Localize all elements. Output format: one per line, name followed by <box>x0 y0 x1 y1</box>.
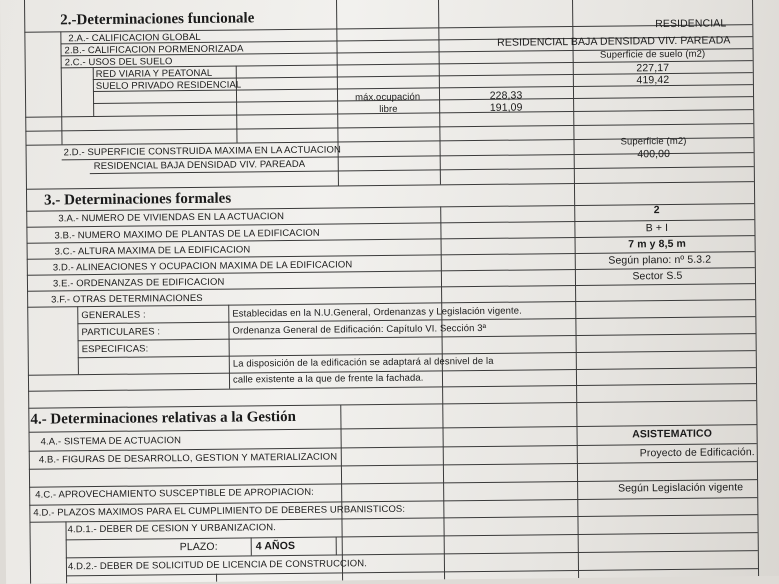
sistema-actuacion-label: 4.A.- SISTEMA DE ACTUACION <box>40 435 182 448</box>
generales-label: GENERALES : <box>81 309 146 322</box>
superficie-construida-label: 2.D.- SUPERFICIE CONSTRUIDA MAXIMA EN LA ACTUACION <box>63 144 342 159</box>
column-rule <box>251 537 252 555</box>
section-2-title: 2.-Determinaciones funcionale <box>60 10 255 29</box>
numero-viviendas-label: 3.A.- NUMERO DE VIVIENDAS EN LA ACTUACION <box>58 211 285 225</box>
ordenanzas-value: Sector S.5 <box>632 269 683 283</box>
aprovechamiento-label: 4.C.- APROVECHAMIENTO SUSCEPTIBLE DE APROPIACION: <box>35 486 314 501</box>
calificacion-pormenorizada-value: RESIDENCIAL BAJA DENSIDAD VIV. PAREADA <box>497 34 731 49</box>
column-rule <box>216 574 217 582</box>
column-rule <box>336 537 337 555</box>
especificas-line-2: calle existente a la que de frente la fachada. <box>232 372 424 386</box>
numero-plantas-label: 3.B.- NUMERO MAXIMO DE PLANTAS DE LA EDIFICACION <box>54 227 320 242</box>
superficie-header: Superficie (m2) <box>620 135 687 148</box>
ordenanzas-label: 3.E.- ORDENANZAS DE EDIFICACION <box>52 276 225 290</box>
sistema-actuacion-value: ASISTEMATICO <box>632 427 713 441</box>
plazo-value: 4 AÑOS <box>255 539 296 553</box>
residencial-baja-label: RESIDENCIAL BAJA DENSIDAD VIV. PAREADA <box>93 158 306 173</box>
suelo-privado-label: SUELO PRIVADO RESIDENCIAL <box>95 79 242 93</box>
calificacion-global-value: RESIDENCIAL <box>655 17 727 31</box>
deber-cesion-label: 4.D.1.- DEBER DE CESION Y URBANIZACION. <box>67 522 276 536</box>
especificas-line-1: La disposición de la edificación se adaptará al desnivel de la <box>232 355 494 370</box>
table-border-left <box>24 0 31 584</box>
libre-label: libre <box>379 103 398 116</box>
especificas-label: ESPECIFICAS: <box>81 343 149 356</box>
rule <box>28 400 756 409</box>
aprovechamiento-value: Según Legislación vigente <box>617 481 744 495</box>
altura-maxima-label: 3.C.- ALTURA MAXIMA DE LA EDIFICACION <box>54 244 251 258</box>
otras-determinaciones-label: 3.F.- OTRAS DETERMINACIONES <box>51 292 203 306</box>
alineaciones-label: 3.D.- ALINEACIONES Y OCUPACION MAXIMA DE LA EDIFICACION <box>52 259 353 274</box>
rule <box>66 550 758 558</box>
figuras-desarrollo-label: 4.B.- FIGURAS DE DESARROLLO, GESTION Y MATERIALIZACION <box>38 451 338 466</box>
alineaciones-value: Según plano: nº 5.3.2 <box>608 253 712 267</box>
superficie-suelo-header: Superficie de suelo (m2) <box>599 48 706 61</box>
calificacion-global-label: 2.A.- CALIFICACION GLOBAL <box>68 31 201 45</box>
residencial-baja-value: 400,00 <box>637 147 671 161</box>
figuras-desarrollo-value: Proyecto de Edificación. <box>639 446 755 460</box>
generales-value: Establecidas en la N.U.General, Ordenanzas y Legislación vigente. <box>232 305 522 320</box>
column-rule <box>440 206 445 579</box>
plazos-maximos-label: 4.D.- PLAZOS MAXIMOS PARA EL CUMPLIMIENTO DE DEBERES URBANISTICOS: <box>33 503 406 519</box>
plazo-label: PLAZO: <box>179 540 218 554</box>
rule <box>26 181 754 190</box>
rule <box>93 96 753 104</box>
altura-maxima-value: 7 m y 8,5 m <box>628 237 687 251</box>
calificacion-pormenorizada-label: 2.B.- CALIFICACION PORMENORIZADA <box>64 43 244 57</box>
libre-value: 191,09 <box>489 101 523 114</box>
numero-viviendas-value: 2 <box>653 204 660 217</box>
rule <box>25 123 753 132</box>
numero-plantas-value: B + I <box>645 222 669 235</box>
column-rule <box>228 305 230 389</box>
red-viaria-label: RED VIARIA Y PEATONAL <box>95 67 213 81</box>
max-ocupacion-value: 228,33 <box>489 89 523 102</box>
red-viaria-value: 227,17 <box>636 61 670 75</box>
column-rule <box>60 31 62 144</box>
usos-suelo-label: 2.C.- USOS DEL SUELO <box>64 56 173 69</box>
section-3-title: 3.- Determinaciones formales <box>44 190 232 209</box>
section-4-title: 4.- Determinaciones relativas a la Gestión <box>30 408 296 428</box>
suelo-privado-value: 419,42 <box>636 73 670 87</box>
particulares-label: PARTICULARES : <box>81 326 161 339</box>
particulares-value: Ordenanza General de Edificación: Capítulo VI. Sección 3ª <box>232 322 487 337</box>
deber-licencia-label: 4.D.2.- DEBER DE SOLICITUD DE LICENCIA DE CONSTRUCCION. <box>67 558 367 573</box>
table-border-right <box>752 0 759 576</box>
max-ocupacion-label: máx.ocupación <box>354 91 421 104</box>
